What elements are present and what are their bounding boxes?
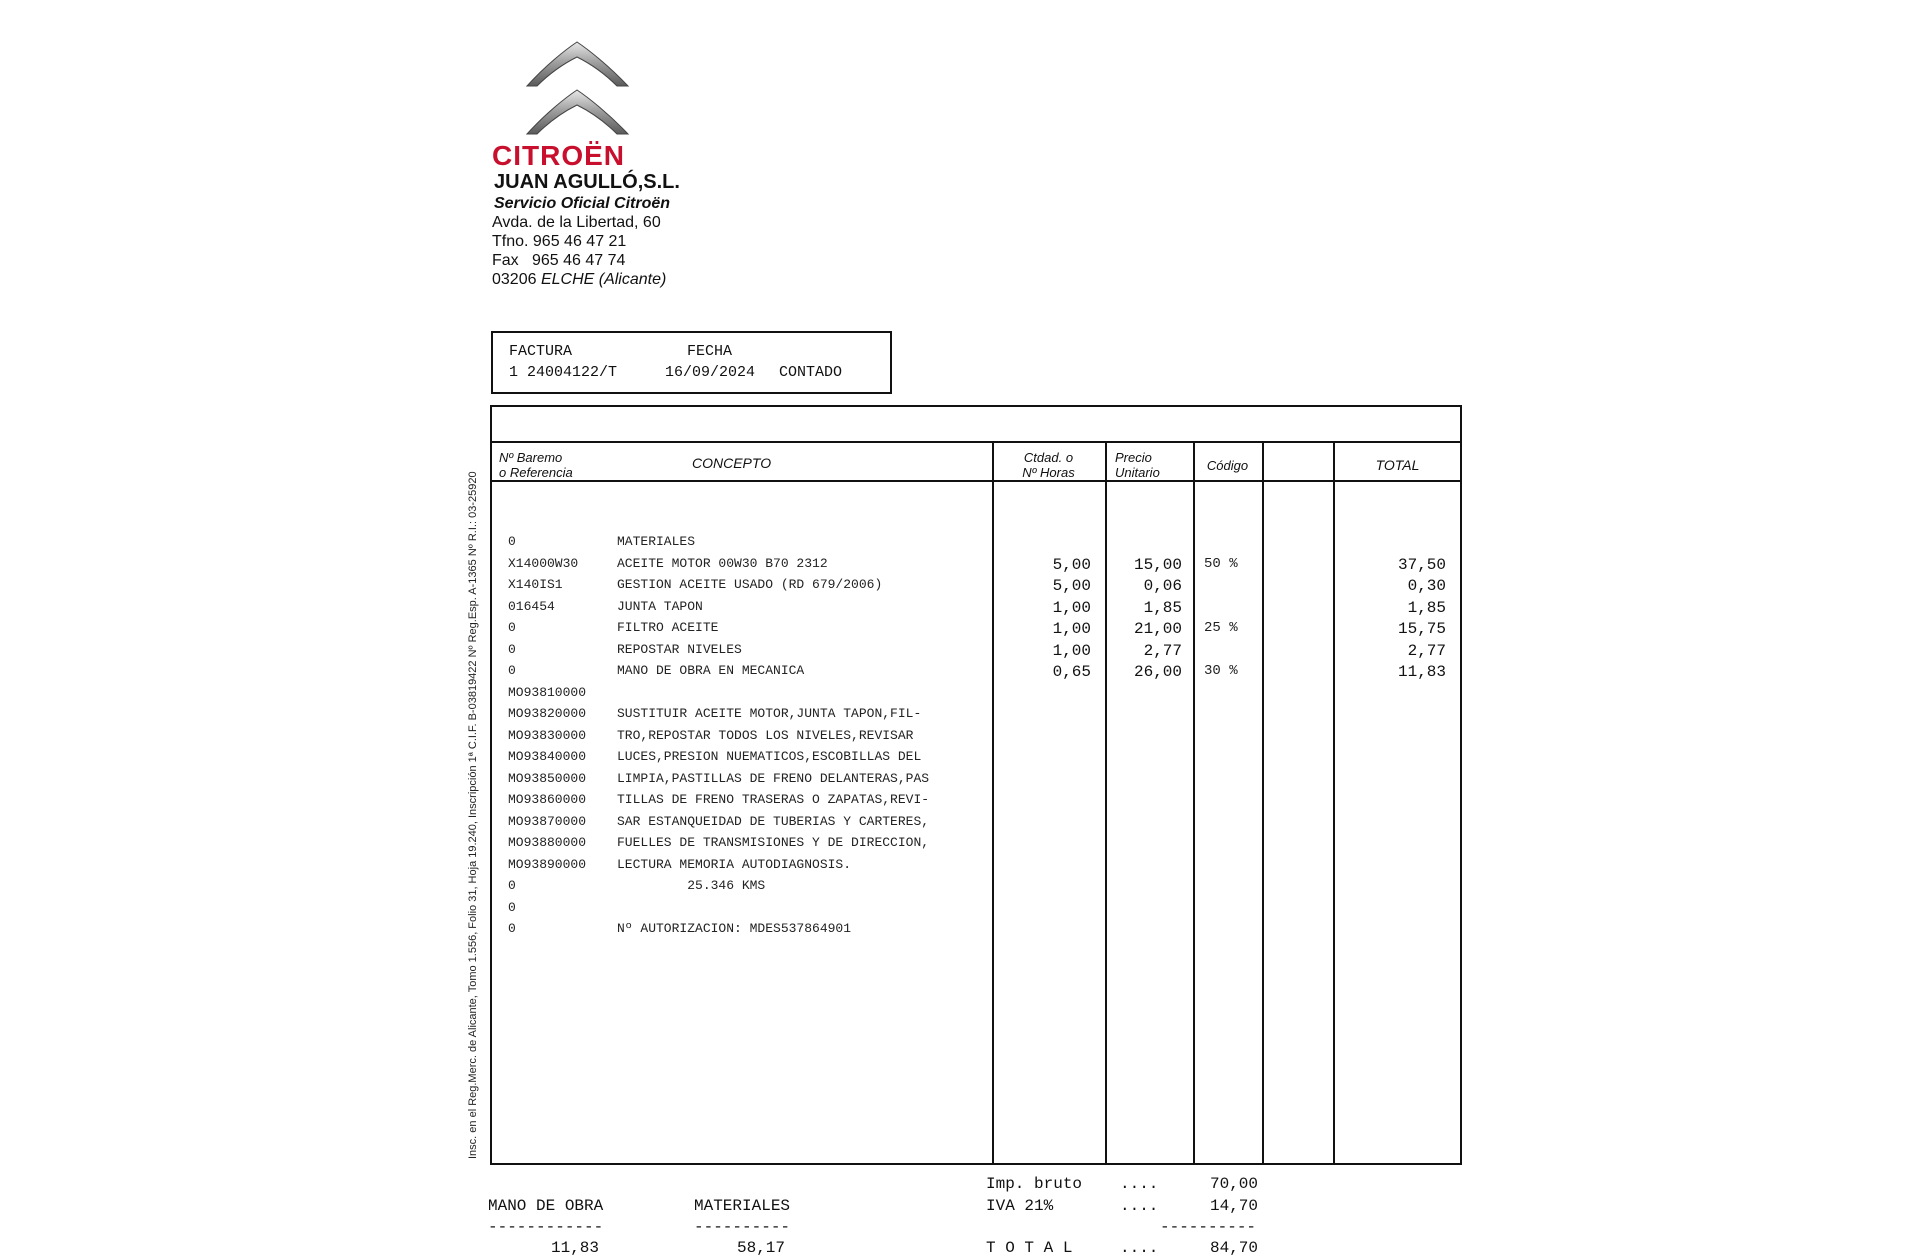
column-divider	[1262, 441, 1264, 1163]
row-reference: X14000W30	[508, 555, 579, 571]
row-reference: 0	[508, 641, 516, 657]
row-concept: 25.346 KMS	[617, 878, 766, 893]
imp-bruto-label: Imp. bruto	[986, 1175, 1083, 1193]
postal-code: 03206	[492, 271, 537, 288]
row-reference: 0	[508, 921, 516, 936]
city: ELCHE (Alicante)	[540, 271, 667, 288]
row-concept: FUELLES DE TRANSMISIONES Y DE DIRECCION,	[617, 835, 930, 850]
row-concept: MANO DE OBRA EN MECANICA	[617, 663, 805, 678]
invoice-table	[490, 405, 1462, 1165]
iva-label: IVA 21%	[986, 1197, 1054, 1215]
row-code: 30 %	[1204, 663, 1238, 679]
registry-note: Insc. en el Reg.Merc. de Alicante, Tomo 1.556, Folio 31, Hoja 19.240, Inscripción 1ª C.I.F. B-03819422 Nº Reg.Esp. A-1365 Nº R.I.: 03-25920	[467, 471, 479, 1159]
table-divider	[492, 441, 1460, 443]
brand-wordmark: CITROËN	[492, 140, 625, 171]
row-reference: MO93890000	[508, 856, 587, 872]
column-divider	[992, 441, 994, 1163]
row-reference: MO93810000	[508, 684, 587, 700]
row-quantity: 1,00	[1052, 641, 1091, 660]
total-dashes: ----------	[1160, 1218, 1257, 1236]
row-concept: ACEITE MOTOR 00W30 B70 2312	[617, 555, 828, 571]
row-reference: 0	[508, 899, 516, 915]
row-concept: GESTION ACEITE USADO (RD 679/2006)	[617, 577, 883, 592]
invoice-date: 16/09/2024	[665, 364, 756, 381]
row-unit-price: 21,00	[1133, 620, 1182, 638]
header-reference: Nº Baremo o Referencia	[499, 450, 573, 480]
payment-method: CONTADO	[779, 364, 843, 381]
service-line: Servicio Oficial Citroën	[494, 195, 671, 212]
factura-label: FACTURA	[509, 343, 573, 360]
row-concept: Nº AUTORIZACION: MDES537864901	[617, 921, 852, 936]
row-unit-price: 0,06	[1143, 577, 1182, 595]
row-reference: MO93820000	[508, 706, 587, 721]
row-concept: LECTURA MEMORIA AUTODIAGNOSIS.	[617, 856, 852, 872]
row-total: 37,50	[1397, 555, 1446, 574]
table-divider	[492, 480, 1460, 482]
row-reference: 016454	[508, 598, 555, 614]
row-unit-price: 15,00	[1133, 555, 1182, 574]
header-total: TOTAL	[1375, 457, 1420, 473]
row-unit-price: 2,77	[1143, 641, 1182, 660]
row-reference: MO93830000	[508, 727, 587, 743]
imp-bruto-dots: ....	[1120, 1175, 1159, 1193]
materials-label: MATERIALES	[694, 1197, 791, 1215]
row-quantity: 1,00	[1052, 620, 1091, 638]
imp-bruto-value: 70,00	[1210, 1175, 1259, 1193]
row-unit-price: 26,00	[1133, 663, 1182, 681]
iva-value: 14,70	[1210, 1197, 1259, 1215]
total-value: 84,70	[1210, 1239, 1259, 1257]
row-reference: 0	[508, 878, 516, 893]
row-quantity: 1,00	[1052, 598, 1091, 617]
row-total: 1,85	[1407, 598, 1446, 617]
row-reference: 0	[508, 534, 516, 549]
row-total: 15,75	[1397, 620, 1446, 638]
row-concept: LUCES,PRESION NUEMATICOS,ESCOBILLAS DEL	[617, 749, 922, 764]
row-total: 0,30	[1407, 577, 1446, 595]
column-divider	[1193, 441, 1195, 1163]
row-reference: MO93850000	[508, 770, 587, 786]
column-divider	[1105, 441, 1107, 1163]
row-quantity: 0,65	[1052, 663, 1091, 681]
invoice-info-box	[491, 331, 892, 394]
company-city-line	[492, 271, 666, 289]
total-dots: ....	[1120, 1239, 1159, 1257]
header-concept: CONCEPTO	[692, 455, 772, 471]
labor-value: 11,83	[551, 1239, 600, 1257]
row-reference: X140IS1	[508, 577, 563, 592]
row-concept: MATERIALES	[617, 534, 696, 549]
row-reference: MO93880000	[508, 835, 587, 850]
row-concept: REPOSTAR NIVELES	[617, 641, 742, 657]
row-concept: SAR ESTANQUEIDAD DE TUBERIAS Y CARTERES,	[617, 813, 930, 829]
materials-value: 58,17	[737, 1239, 786, 1257]
invoice-number: 1 24004122/T	[509, 364, 618, 381]
header-quantity: Ctdad. o Nº Horas	[1022, 450, 1075, 480]
iva-dots: ....	[1120, 1197, 1159, 1215]
row-concept: JUNTA TAPON	[617, 598, 703, 614]
company-name: JUAN AGULLÓ,S.L.	[494, 171, 680, 193]
company-address: Avda. de la Libertad, 60	[492, 214, 661, 231]
row-concept: SUSTITUIR ACEITE MOTOR,JUNTA TAPON,FIL-	[617, 706, 922, 721]
labor-dashes: ------------	[488, 1218, 604, 1236]
materials-dashes: ----------	[694, 1218, 791, 1236]
row-code: 50 %	[1204, 555, 1238, 572]
row-concept: TILLAS DE FRENO TRASERAS O ZAPATAS,REVI-	[617, 792, 930, 807]
total-label: T O T A L	[986, 1239, 1073, 1257]
row-reference: 0	[508, 663, 516, 678]
company-phone: Tfno. 965 46 47 21	[492, 233, 627, 250]
row-concept: LIMPIA,PASTILLAS DE FRENO DELANTERAS,PAS	[617, 770, 930, 786]
citroen-chevrons-logo	[525, 38, 630, 138]
row-reference: MO93870000	[508, 813, 587, 829]
row-reference: MO93860000	[508, 792, 587, 807]
row-concept: TRO,REPOSTAR TODOS LOS NIVELES,REVISAR	[617, 727, 914, 743]
row-quantity: 5,00	[1052, 555, 1091, 574]
row-quantity: 5,00	[1052, 577, 1091, 595]
fecha-label: FECHA	[687, 343, 733, 360]
row-concept: FILTRO ACEITE	[617, 620, 719, 635]
labor-label: MANO DE OBRA	[488, 1197, 604, 1215]
row-unit-price: 1,85	[1143, 598, 1182, 617]
column-divider	[1333, 441, 1335, 1163]
header-code: Código	[1206, 458, 1249, 473]
header-unit-price: Precio Unitario	[1115, 450, 1160, 480]
row-reference: MO93840000	[508, 749, 587, 764]
company-fax: Fax 965 46 47 74	[492, 252, 626, 269]
row-total: 2,77	[1407, 641, 1446, 660]
row-total: 11,83	[1397, 663, 1446, 681]
row-reference: 0	[508, 620, 516, 635]
row-code: 25 %	[1204, 620, 1238, 636]
